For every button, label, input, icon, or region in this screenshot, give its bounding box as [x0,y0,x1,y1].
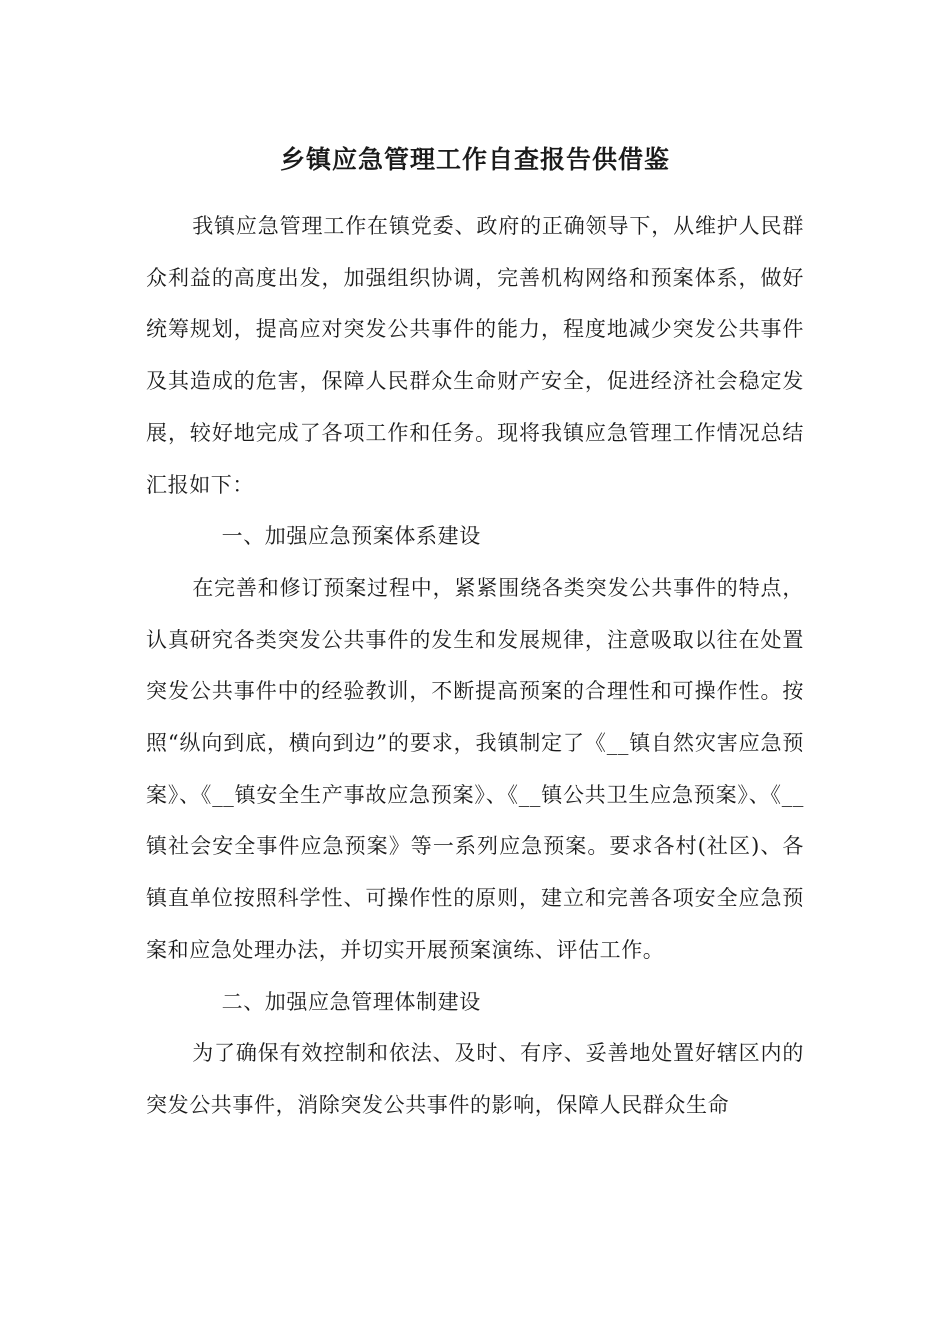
section-1-paragraph: 在完善和修订预案过程中，紧紧围绕各类突发公共事件的特点，认真研究各类突发公共事件的发生和发展规律，注意吸取以往在处置突发公共事件中的经验教训，不断提高预案的合理性和可操作性。按照“纵向到底，横向到边”的要求，我镇制定了《__镇自然灾害应急预案》、《__镇安全生产事故应急预案》、《__镇公共卫生应急预案》、《__镇社会安全事件应急预案》等一系列应急预案。要求各村(社区)、各镇直单位按照科学性、可操作性的原则，建立和完善各项安全应急预案和应急处理办法，并切实开展预案演练、评估工作。 [146,575,804,962]
intro-paragraph: 我镇应急管理工作在镇党委、政府的正确领导下，从维护人民群众利益的高度出发，加强组织协调，完善机构网络和预案体系，做好统筹规划，提高应对突发公共事件的能力，程度地减少突发公共事件及其造成的危害，保障人民群众生命财产安全，促进经济社会稳定发展，较好地完成了各项工作和任务。现将我镇应急管理工作情况总结汇报如下： [146,214,804,497]
document-body [146,201,804,1132]
document-title: 乡镇应急管理工作自查报告供借鉴 [279,145,670,174]
section-heading-1: 一、加强应急预案体系建设 [221,524,481,549]
section-heading-2: 二、加强应急管理体制建设 [221,989,481,1014]
section-2-paragraph: 为了确保有效控制和依法、及时、有序、妥善地处置好辖区内的突发公共事件，消除突发公共事件的影响，保障人民群众生命 [146,1041,804,1117]
